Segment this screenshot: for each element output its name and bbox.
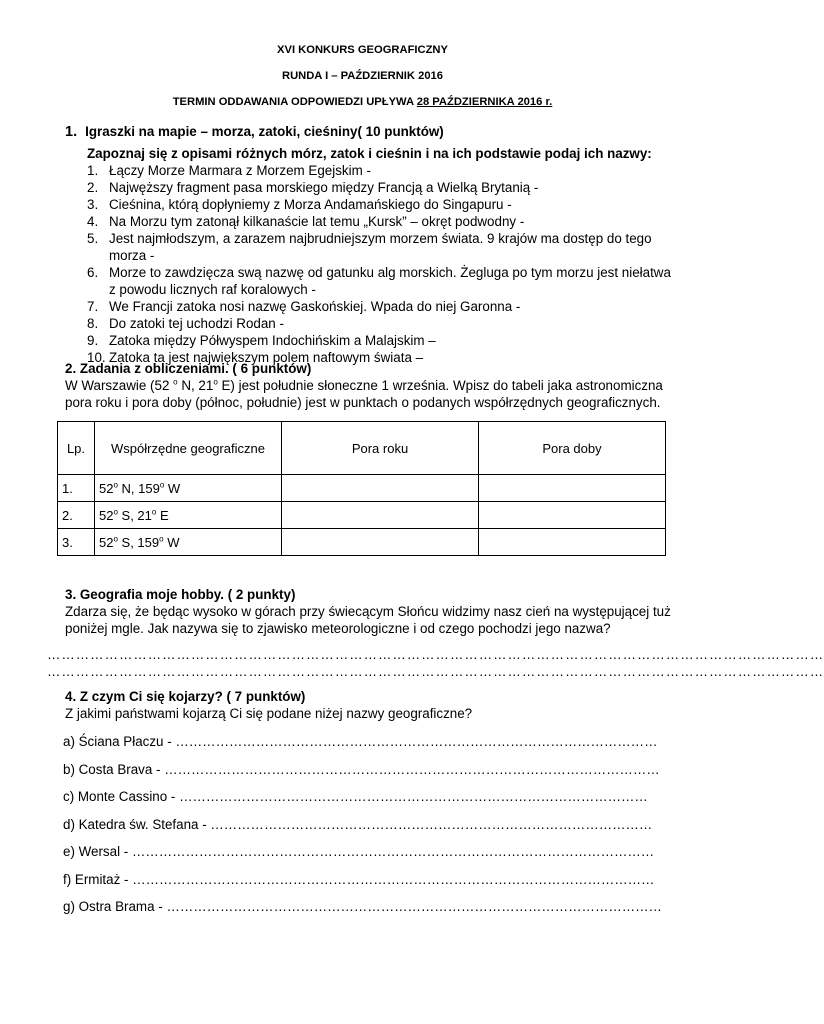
cell-time-answer[interactable] [479,475,666,502]
task4-title: 4. Z czym Ci się kojarzy? ( 7 punktów) [65,689,306,704]
text-part: N, 21 [177,378,214,393]
item-text: Zatoka ta jest największym polem naftowym świata – [109,350,424,365]
task3-answer-line-1[interactable]: ……………………………………………………………………………………………………………………………………………… [47,647,824,662]
task1-item-6-cont: z powodu licznych raf koralowych - [109,282,316,297]
coordinates-table [57,421,666,556]
table-row [58,502,666,529]
degree-sup: o [113,534,118,544]
answer-dots[interactable]: ………………………………………………………………………………………………… [166,899,662,914]
task1-title-text: Igraszki na mapie – morza, zatoki, cieśniny( 10 punktów) [85,124,444,139]
task1-item-5 [87,231,652,247]
header-round: RUNDA I – PAŹDZIERNIK 2016 [281,70,443,82]
cell-lp: 3. [58,529,95,556]
lat: 52 [99,507,114,523]
cell-coordinates [95,475,282,502]
task1-item-1 [87,163,371,179]
header-coordinates: Współrzędne geograficzne [95,422,282,475]
item-number: 5. [87,231,99,246]
cell-coordinates [95,502,282,529]
item-text: Najwęższy fragment pasa morskiego między Francją a Wielką Brytanią - [109,180,539,195]
item-number: 6. [87,265,99,280]
task1-item-6 [87,265,671,281]
lon-dir: W [164,480,181,496]
degree-sup: o [173,377,178,387]
item-label: c) Monte Cassino - [63,789,180,804]
item-label: a) Ściana Płaczu - [63,734,176,749]
item-label: d) Katedra św. Stefana - [63,817,211,832]
task2-title: 2. Zadania z obliczeniami. ( 6 punktów) [65,361,312,376]
task1-item-8 [87,316,284,332]
header-deadline [0,96,725,108]
degree-sup: o [159,534,164,544]
item-text: Jest najmłodszym, a zarazem najbrudniejszym morzem świata. 9 krajów ma dostęp do tego [109,231,652,246]
item-number: 4. [87,214,99,229]
task4-item-b [63,762,660,778]
lat: 52 [99,534,114,550]
item-text: We Francji zatoka nosi nazwę Gaskońskiej. Wpada do niej Garonna - [109,299,521,314]
header-lp: Lp. [58,422,95,475]
answer-dots[interactable]: ……………………………………………………………………………………………………… [131,844,655,859]
task1-item-3 [87,197,512,213]
degree-sup: o [151,507,157,517]
degree-sup: o [113,480,118,490]
task4-item-d [63,817,652,833]
item-label: b) Costa Brava - [63,762,165,777]
table-row [58,475,666,502]
task4-item-g [63,899,662,915]
task3-title: 3. Geografia moje hobby. ( 2 punkty) [65,587,296,602]
task1-number: 1. [65,124,78,140]
task3-text-line2: poniżej mgle. Jak nazywa się to zjawisko meteorologiczne i od czego pochodzi jego nazwa? [65,621,611,636]
item-number: 2. [87,180,99,195]
task1-item-9 [87,333,436,349]
cell-season-answer[interactable] [282,529,479,556]
task1-title [65,124,444,140]
item-number: 8. [87,316,99,331]
item-text: Cieśnina, którą dopłyniemy z Morza Andamańskiego do Singapuru - [109,197,512,212]
header-season: Pora roku [282,422,479,475]
cell-season-answer[interactable] [282,502,479,529]
item-text: Na Morzu tym zatonął kilkanaście lat temu „Kursk” – okręt podwodny - [109,214,525,229]
deadline-prefix: TERMIN ODDAWANIA ODPOWIEDZI UPŁYWA [172,96,417,108]
task1-instruction: Zapoznaj się z opisami różnych mórz, zatok i cieśnin i na ich podstawie podaj ich nazwy: [87,146,652,161]
task4-item-a [63,734,657,750]
task4-item-f [63,872,654,888]
cell-time-answer[interactable] [479,502,666,529]
answer-dots[interactable]: …………………………………………………………………………………………… [179,789,648,804]
answer-dots[interactable]: ……………………………………………………………………………………… [210,817,653,832]
cell-season-answer[interactable] [282,475,479,502]
text-part: W Warszawie (52 [65,378,174,393]
item-label: g) Ostra Brama - [63,899,167,914]
item-text: Zatoka między Półwyspem Indochińskim a Malajskim – [109,333,436,348]
lat-dir: S, 21 [117,507,152,523]
answer-dots[interactable]: ………………………………………………………………………………………………… [164,762,660,777]
lat: 52 [99,480,114,496]
task3-text-line1: Zdarza się, że będąc wysoko w górach przy świecącym Słońcu widzimy nasz cień na występującej tuż [65,604,671,619]
lat-dir: N, 159 [117,480,160,496]
task1-item-7 [87,299,520,315]
item-label: e) Wersal - [63,844,132,859]
degree-sup: o [159,480,165,490]
task4-item-e [63,844,654,860]
item-number: 3. [87,197,99,212]
lon-dir: E [156,507,169,523]
text-part: E) jest południe słoneczne 1 września. Wpisz do tabeli jaka astronomiczna [217,378,663,393]
item-label: f) Ermitaż - [63,872,133,887]
item-text: Do zatoki tej uchodzi Rodan - [109,316,284,331]
cell-time-answer[interactable] [479,529,666,556]
cell-lp: 1. [58,475,95,502]
table-header-row [58,422,666,475]
cell-coordinates [95,529,282,556]
header-time-of-day: Pora doby [479,422,666,475]
task4-item-c [63,789,648,805]
task2-text-line1 [65,378,663,394]
task4-instruction: Z jakimi państwami kojarzą Ci się podane niżej nazwy geograficzne? [65,706,473,721]
degree-sup: o [113,507,118,517]
header-title: XVI KONKURS GEOGRAFICZNY [277,44,448,56]
task1-item-5-cont: morza - [109,248,155,263]
answer-dots[interactable]: ……………………………………………………………………………………………… [175,734,658,749]
item-number: 1. [87,163,99,178]
lon-dir: W [163,534,180,550]
cell-lp: 2. [58,502,95,529]
item-number: 9. [87,333,99,348]
item-text: Łączy Morze Marmara z Morzem Egejskim - [109,163,371,178]
task1-item-2 [87,180,538,196]
task1-item-4 [87,214,524,230]
answer-dots[interactable]: ……………………………………………………………………………………………………… [132,872,655,887]
item-text: Morze to zawdzięcza swą nazwę od gatunku alg morskich. Żegluga po tym morzu jest niełatwa [109,265,671,280]
deadline-date: 28 PAŹDZIERNIKA 2016 r. [416,96,553,108]
item-number: 10. [87,350,106,365]
lat-dir: S, 159 [117,534,160,550]
degree-sup: o [213,377,218,387]
task3-answer-line-2[interactable]: ……………………………………………………………………………………………………………………………………………… [47,664,824,679]
item-number: 7. [87,299,99,314]
table-row [58,529,666,556]
task2-text-line2: pora roku i pora doby (północ, południe) jest w punktach o podanych współrzędnych geograficznych. [65,395,661,410]
